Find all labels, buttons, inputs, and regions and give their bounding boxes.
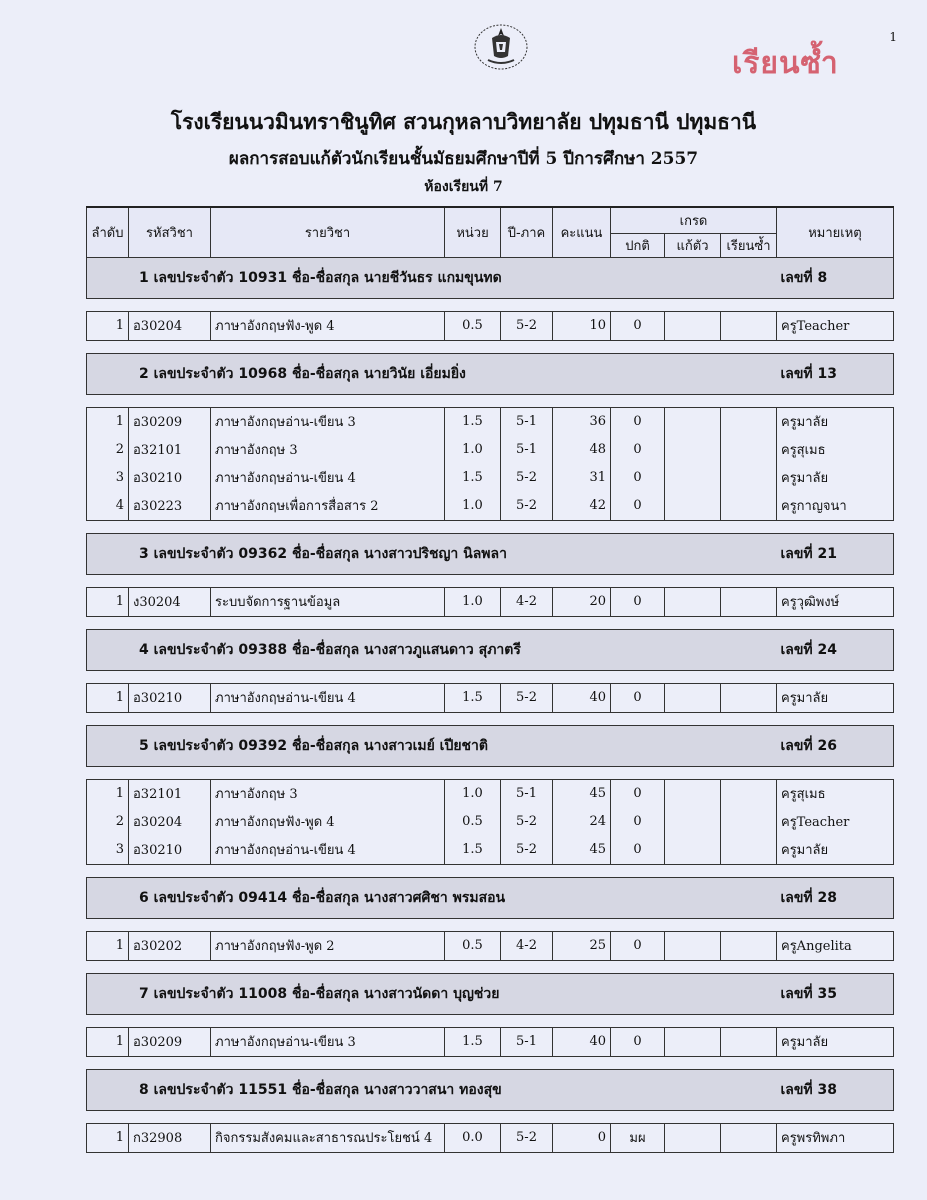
course-term: 5-2 [501,683,553,712]
course-grade-repeat [721,779,777,808]
spacer-cell [87,1014,894,1027]
spacer-cell [87,960,894,973]
student-info: 2 เลขประจำตัว 10968 ชื่อ-ชื่อสกุล นายวินัย เอี่ยมยิ่ง [87,353,777,394]
student-row [87,257,894,298]
col-subject-header: รายวิชา [211,207,445,257]
course-no: 4 [87,492,129,521]
course-grade-repeat [721,311,777,340]
course-remark: ครูTeacher [777,311,894,340]
student-row [87,1069,894,1110]
spacer-row [87,1056,894,1069]
course-term: 5-2 [501,836,553,865]
course-row [87,836,894,865]
course-term: 5-2 [501,492,553,521]
course-grade-repeat [721,1027,777,1056]
course-row [87,683,894,712]
col-normal-header: ปกติ [611,233,665,257]
student-seat-number: เลขที่ 21 [777,533,894,574]
course-no: 2 [87,436,129,464]
course-grade-retest [665,407,721,436]
col-unit-header: หน่วย [445,207,501,257]
col-term-header: ปี-ภาค [501,207,553,257]
spacer-cell [87,574,894,587]
school-emblem-icon [470,20,532,74]
course-row [87,492,894,521]
course-code: อ30209 [129,407,211,436]
student-row [87,973,894,1014]
spacer-cell [87,918,894,931]
student-seat-number: เลขที่ 28 [777,877,894,918]
course-grade-retest [665,436,721,464]
course-remark: ครูมาลัย [777,407,894,436]
spacer-cell [87,1110,894,1123]
course-row [87,464,894,492]
course-grade-retest [665,464,721,492]
course-score: 45 [553,836,611,865]
course-grade-repeat [721,464,777,492]
spacer-row [87,864,894,877]
course-unit: 0.0 [445,1123,501,1152]
student-seat-number: เลขที่ 35 [777,973,894,1014]
course-code: อ30210 [129,836,211,865]
course-subject: ภาษาอังกฤษ 3 [211,779,445,808]
course-grade-retest [665,836,721,865]
course-term: 5-1 [501,407,553,436]
course-grade-normal: มผ [611,1123,665,1152]
col-remark-header: หมายเหตุ [777,207,894,257]
course-score: 40 [553,1027,611,1056]
course-unit: 1.5 [445,464,501,492]
room-label: ห้องเรียนที่ 7 [424,179,503,195]
course-row [87,1123,894,1152]
course-grade-repeat [721,931,777,960]
course-unit: 1.5 [445,683,501,712]
course-grade-retest [665,311,721,340]
course-row [87,587,894,616]
course-remark: ครูAngelita [777,931,894,960]
course-remark: ครูพรทิพภา [777,1123,894,1152]
course-score: 20 [553,587,611,616]
course-no: 2 [87,808,129,836]
course-code: ง30204 [129,587,211,616]
course-grade-normal: 0 [611,808,665,836]
course-subject: ภาษาอังกฤษ 3 [211,436,445,464]
course-code: อ30204 [129,311,211,340]
student-info: 1 เลขประจำตัว 10931 ชื่อ-ชื่อสกุล นายชีวันธร แกมขุนทด [87,257,777,298]
spacer-row [87,520,894,533]
student-seat-number: เลขที่ 38 [777,1069,894,1110]
course-no: 1 [87,1027,129,1056]
spacer-row [87,712,894,725]
spacer-row [87,574,894,587]
course-score: 25 [553,931,611,960]
course-unit: 1.5 [445,1027,501,1056]
course-term: 4-2 [501,931,553,960]
course-subject: ภาษาอังกฤษอ่าน-เขียน 4 [211,464,445,492]
spacer-row [87,340,894,353]
course-no: 1 [87,1123,129,1152]
col-score-header: คะแนน [553,207,611,257]
course-score: 48 [553,436,611,464]
course-subject: ภาษาอังกฤษฟัง-พูด 2 [211,931,445,960]
student-seat-number: เลขที่ 13 [777,353,894,394]
course-subject: ภาษาอังกฤษอ่าน-เขียน 4 [211,836,445,865]
course-remark: ครูมาลัย [777,683,894,712]
course-grade-normal: 0 [611,587,665,616]
course-no: 1 [87,407,129,436]
course-unit: 1.0 [445,492,501,521]
course-code: อ30210 [129,683,211,712]
spacer-cell [87,670,894,683]
course-subject: ภาษาอังกฤษฟัง-พูด 4 [211,808,445,836]
spacer-row [87,766,894,779]
col-repeat-header: เรียนซ้ำ [721,233,777,257]
spacer-cell [87,864,894,877]
student-info: 7 เลขประจำตัว 11008 ชื่อ-ชื่อสกุล นางสาวนัดดา บุญช่วย [87,973,777,1014]
course-grade-normal: 0 [611,931,665,960]
course-score: 31 [553,464,611,492]
course-grade-repeat [721,808,777,836]
student-info: 4 เลขประจำตัว 09388 ชื่อ-ชื่อสกุล นางสาวภูแสนดาว สุภาตรี [87,629,777,670]
course-grade-normal: 0 [611,836,665,865]
spacer-cell [87,340,894,353]
course-remark: ครูมาลัย [777,464,894,492]
course-term: 5-2 [501,1123,553,1152]
course-no: 1 [87,587,129,616]
grades-table [86,206,894,1153]
spacer-row [87,394,894,407]
course-code: อ30202 [129,931,211,960]
student-seat-number: เลขที่ 24 [777,629,894,670]
course-subject: กิจกรรมสังคมและสาธารณประโยชน์ 4 [211,1123,445,1152]
course-remark: ครูมาลัย [777,836,894,865]
course-term: 5-2 [501,808,553,836]
spacer-row [87,670,894,683]
course-grade-normal: 0 [611,464,665,492]
course-row [87,779,894,808]
course-grade-normal: 0 [611,436,665,464]
spacer-row [87,1014,894,1027]
col-code-header: รหัสวิชา [129,207,211,257]
spacer-row [87,616,894,629]
spacer-cell [87,298,894,311]
course-grade-retest [665,683,721,712]
spacer-cell [87,616,894,629]
course-grade-repeat [721,683,777,712]
course-unit: 1.5 [445,407,501,436]
course-unit: 0.5 [445,931,501,960]
student-row [87,629,894,670]
course-remark: ครูTeacher [777,808,894,836]
course-grade-retest [665,931,721,960]
course-subject: ภาษาอังกฤษอ่าน-เขียน 4 [211,683,445,712]
course-row [87,311,894,340]
table-body [87,257,894,1152]
course-grade-repeat [721,1123,777,1152]
course-row [87,931,894,960]
course-score: 42 [553,492,611,521]
report-subtitle: ผลการสอบแก้ตัวนักเรียนชั้นมัธยมศึกษาปีที่ 5 ปีการศึกษา 2557 [228,149,699,169]
student-seat-number: เลขที่ 8 [777,257,894,298]
course-grade-retest [665,492,721,521]
course-code: อ30223 [129,492,211,521]
course-remark: ครูสุเมธ [777,436,894,464]
spacer-row [87,298,894,311]
col-grade-header: เกรด [611,207,777,233]
spacer-cell [87,394,894,407]
course-subject: ภาษาอังกฤษอ่าน-เขียน 3 [211,407,445,436]
course-grade-normal: 0 [611,407,665,436]
course-code: อ30210 [129,464,211,492]
course-row [87,407,894,436]
course-unit: 1.0 [445,779,501,808]
course-code: ก32908 [129,1123,211,1152]
course-grade-repeat [721,587,777,616]
spacer-cell [87,1056,894,1069]
course-grade-retest [665,1123,721,1152]
course-grade-normal: 0 [611,779,665,808]
course-no: 3 [87,464,129,492]
course-score: 40 [553,683,611,712]
student-info: 6 เลขประจำตัว 09414 ชื่อ-ชื่อสกุล นางสาวศศิชา พรมสอน [87,877,777,918]
course-row [87,436,894,464]
spacer-cell [87,712,894,725]
spacer-row [87,1110,894,1123]
course-score: 0 [553,1123,611,1152]
spacer-row [87,918,894,931]
course-score: 24 [553,808,611,836]
course-subject: ภาษาอังกฤษเพื่อการสื่อสาร 2 [211,492,445,521]
spacer-cell [87,766,894,779]
course-score: 45 [553,779,611,808]
course-code: อ32101 [129,779,211,808]
course-grade-retest [665,808,721,836]
course-grade-normal: 0 [611,492,665,521]
spacer-row [87,960,894,973]
course-grade-normal: 0 [611,1027,665,1056]
course-term: 5-1 [501,779,553,808]
course-subject: ระบบจัดการฐานข้อมูล [211,587,445,616]
course-no: 1 [87,311,129,340]
course-subject: ภาษาอังกฤษฟัง-พูด 4 [211,311,445,340]
course-no: 1 [87,931,129,960]
spacer-cell [87,520,894,533]
course-unit: 0.5 [445,311,501,340]
course-grade-repeat [721,492,777,521]
course-grade-retest [665,1027,721,1056]
student-info: 8 เลขประจำตัว 11551 ชื่อ-ชื่อสกุล นางสาววาสนา ทองสุข [87,1069,777,1110]
course-grade-repeat [721,836,777,865]
course-code: อ32101 [129,436,211,464]
course-grade-normal: 0 [611,683,665,712]
col-no-header: ลำดับ [87,207,129,257]
course-term: 5-2 [501,311,553,340]
course-no: 1 [87,683,129,712]
student-info: 5 เลขประจำตัว 09392 ชื่อ-ชื่อสกุล นางสาวเมย์ เปียชาติ [87,725,777,766]
course-no: 1 [87,779,129,808]
course-no: 3 [87,836,129,865]
course-score: 10 [553,311,611,340]
course-grade-retest [665,587,721,616]
student-info: 3 เลขประจำตัว 09362 ชื่อ-ชื่อสกุล นางสาวปริชญา นิลพลา [87,533,777,574]
course-remark: ครูกาญจนา [777,492,894,521]
course-grade-retest [665,779,721,808]
school-title: โรงเรียนนวมินทราชินูทิศ สวนกุหลาบวิทยาลัย ปทุมธานี ปทุมธานี [170,109,757,134]
table-header [87,207,894,257]
course-remark: ครูวุฒิพงษ์ [777,587,894,616]
course-term: 4-2 [501,587,553,616]
student-row [87,353,894,394]
course-grade-repeat [721,436,777,464]
course-grade-repeat [721,407,777,436]
student-row [87,877,894,918]
course-row [87,808,894,836]
course-code: อ30204 [129,808,211,836]
course-unit: 1.0 [445,436,501,464]
page-number: 1 [889,30,897,44]
course-score: 36 [553,407,611,436]
course-row [87,1027,894,1056]
course-term: 5-1 [501,1027,553,1056]
course-grade-normal: 0 [611,311,665,340]
course-code: อ30209 [129,1027,211,1056]
course-term: 5-1 [501,436,553,464]
course-unit: 1.5 [445,836,501,865]
course-subject: ภาษาอังกฤษอ่าน-เขียน 3 [211,1027,445,1056]
student-row [87,725,894,766]
col-retest-header: แก้ตัว [665,233,721,257]
course-term: 5-2 [501,464,553,492]
repeat-stamp: เรียนซ้ำ [732,46,839,81]
course-remark: ครูมาลัย [777,1027,894,1056]
course-unit: 1.0 [445,587,501,616]
student-row [87,533,894,574]
course-remark: ครูสุเมธ [777,779,894,808]
course-unit: 0.5 [445,808,501,836]
student-seat-number: เลขที่ 26 [777,725,894,766]
